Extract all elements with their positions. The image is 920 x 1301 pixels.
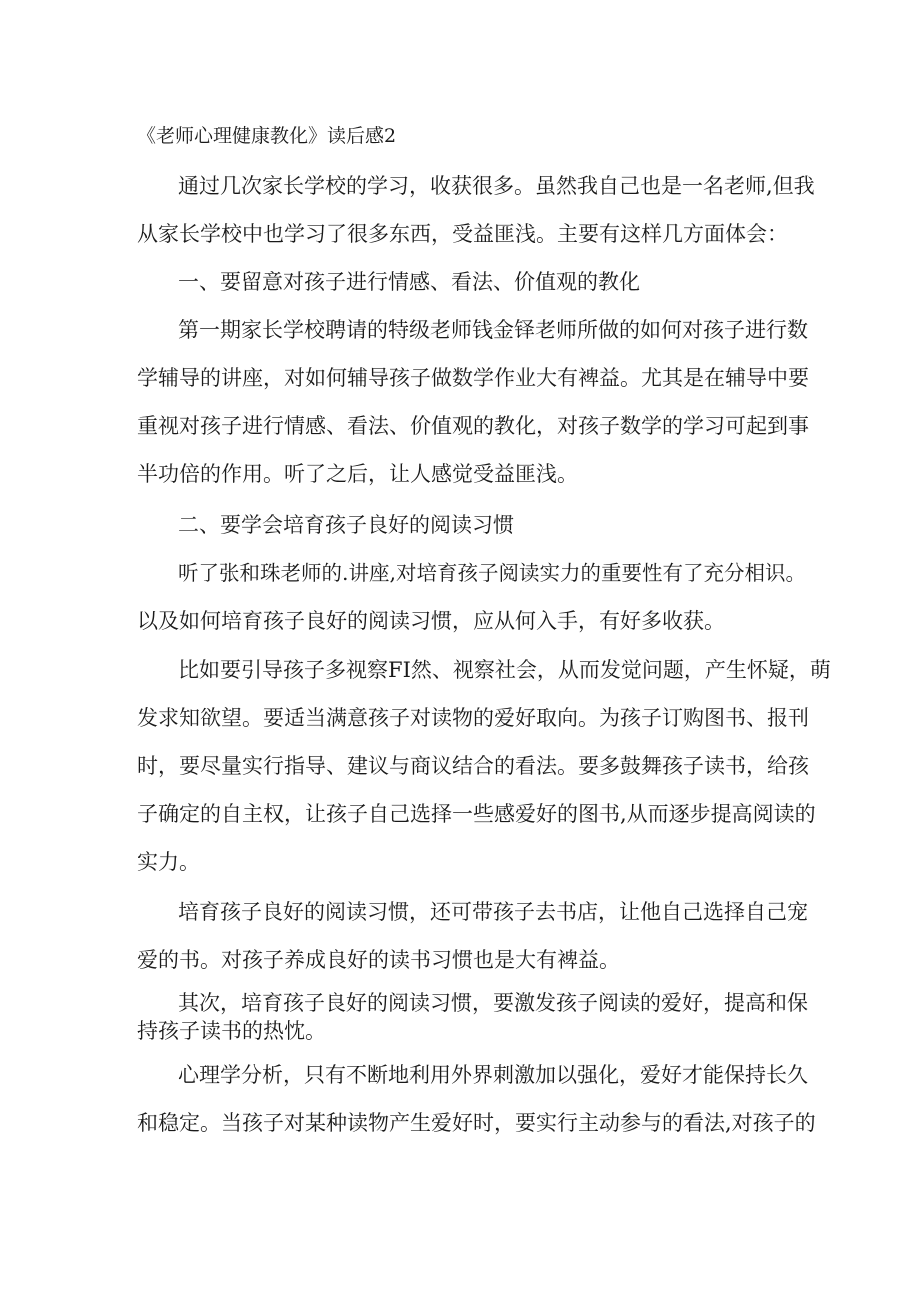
paragraph-line: 以及如何培育孩子良好的阅读习惯，应从何入手，有好多收获。 <box>137 609 725 633</box>
paragraph-line: 心理学分析，只有不断地利用外界刺激加以强化，爱好才能保持长久 <box>178 1063 808 1087</box>
paragraph-line: 比如要引导孩子多视察FI然、视察社会，从而发觉问题，产生怀疑，萌 <box>178 658 831 682</box>
paragraph-line: 半功倍的作用。听了之后，让人感觉受益匪浅。 <box>137 462 578 486</box>
paragraph-line: 爱的书。对孩子养成良好的读书习惯也是大有裨益。 <box>137 948 620 972</box>
paragraph-line: 实力。 <box>137 850 200 874</box>
paragraph-line: 和稳定。当孩子对某种读物产生爱好时，要实行主动参与的看法,对孩子的 <box>137 1111 816 1135</box>
paragraph-line: 持孩子读书的热忱。 <box>137 1019 326 1043</box>
paragraph-line: 其次，培育孩子良好的阅读习惯，要激发孩子阅读的爱好，提高和保 <box>178 991 808 1015</box>
paragraph-line: 发求知欲望。要适当满意孩子对读物的爱好取向。为孩子订购图书、报刊 <box>137 706 809 730</box>
paragraph-line: 从家长学校中也学习了很多东西，受益匪浅。主要有这样几方面体会： <box>137 222 788 246</box>
paragraph-line: 学辅导的讲座，对如何辅导孩子做数学作业大有裨益。尤其是在辅导中要 <box>137 366 809 390</box>
document-title: 《老师心理健康教化》读后感2 <box>137 125 397 147</box>
paragraph-line: 通过几次家长学校的学习，收获很多。虽然我自己也是一名老师,但我 <box>178 174 815 198</box>
paragraph-line: 听了张和珠老师的.讲座,对培育孩子阅读实力的重要性有了充分相识。 <box>178 561 807 585</box>
paragraph-line: 子确定的自主权，让孩子自己选择一些感爱好的图书,从而逐步提高阅读的 <box>137 802 816 826</box>
paragraph-line: 培育孩子良好的阅读习惯，还可带孩子去书店，让他自己选择自己宠 <box>178 900 808 924</box>
paragraph-line: 重视对孩子进行情感、看法、价值观的教化，对孩子数学的学习可起到事 <box>137 414 809 438</box>
section-heading: 二、要学会培育孩子良好的阅读习惯 <box>178 513 514 537</box>
section-heading: 一、要留意对孩子进行情感、看法、价值观的教化 <box>178 270 640 294</box>
paragraph-line: 时，要尽量实行指导、建议与商议结合的看法。要多鼓舞孩子读书，给孩 <box>137 754 809 778</box>
paragraph-line: 第一期家长学校聘请的特级老师钱金铎老师所做的如何对孩子进行数 <box>178 318 808 342</box>
